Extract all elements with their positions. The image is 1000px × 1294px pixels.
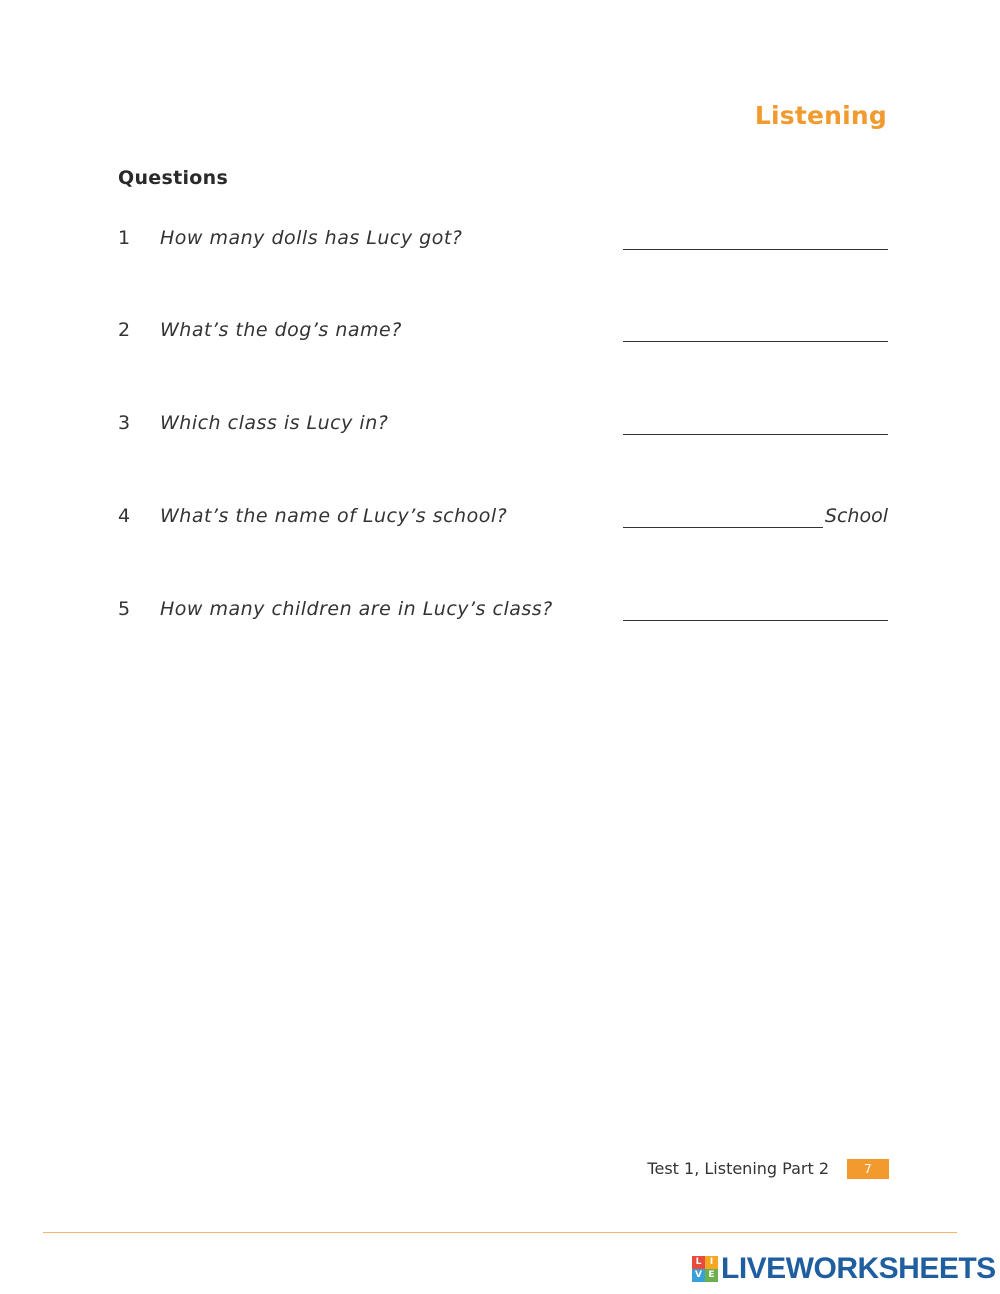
question-text: What’s the dog’s name? (160, 319, 402, 341)
question-text: What’s the name of Lucy’s school? (160, 505, 508, 527)
questions-heading: Questions (118, 167, 229, 189)
brand-logo[interactable] (692, 1252, 996, 1286)
footer-divider (43, 1232, 957, 1233)
question-number: 3 (118, 412, 131, 434)
question-number: 5 (118, 598, 131, 620)
question-number: 1 (118, 227, 131, 249)
answer-field-4[interactable] (623, 527, 823, 528)
answer-field-5[interactable] (623, 620, 888, 621)
question-4 (118, 505, 888, 535)
logo-tile-l: L (692, 1256, 705, 1269)
question-2 (118, 319, 888, 349)
answer-field-3[interactable] (623, 434, 888, 435)
logo-tile-e: E (705, 1269, 718, 1282)
question-5 (118, 598, 888, 628)
answer-field-1[interactable] (623, 249, 888, 250)
brand-name: LIVEWORKSHEETS (721, 1252, 996, 1285)
logo-tile-v: V (692, 1269, 705, 1282)
question-1 (118, 227, 888, 257)
question-number: 2 (118, 319, 131, 341)
logo-tile-i: I (705, 1256, 718, 1269)
question-text: How many children are in Lucy’s class? (160, 598, 553, 620)
question-text: How many dolls has Lucy got? (160, 227, 463, 249)
question-3 (118, 412, 888, 442)
answer-suffix: School (824, 505, 888, 527)
answer-field-2[interactable] (623, 341, 888, 342)
question-text: Which class is Lucy in? (160, 412, 389, 434)
footer-caption: Test 1, Listening Part 2 (647, 1159, 829, 1178)
liveworksheets-logo-icon (692, 1256, 718, 1282)
question-number: 4 (118, 505, 131, 527)
section-title: Listening (754, 101, 887, 130)
page-number: 7 (847, 1159, 889, 1179)
